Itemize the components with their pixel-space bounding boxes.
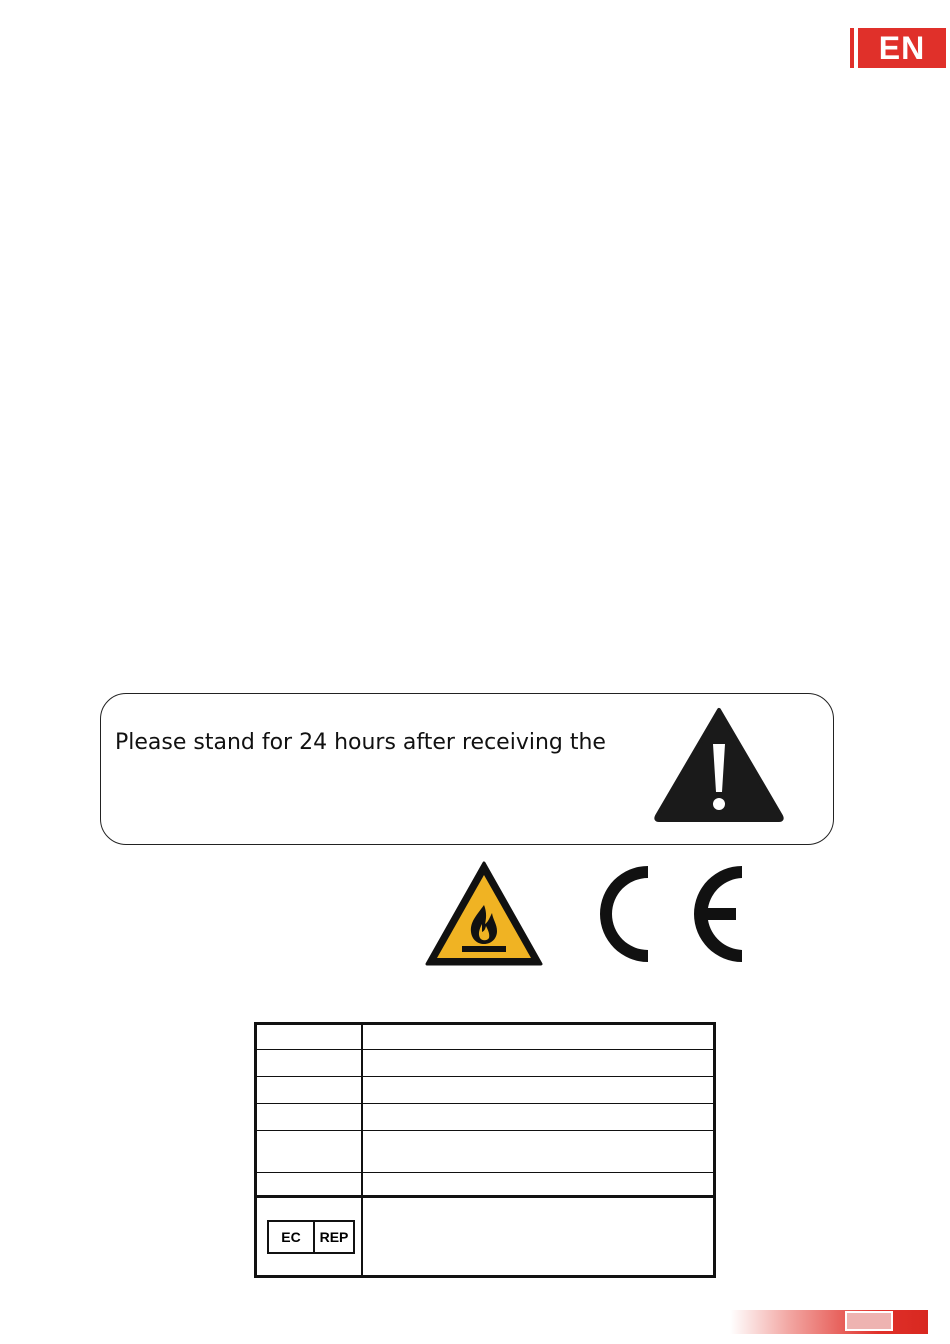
exclamation-warning-triangle-icon [653, 704, 785, 822]
ec-rep-value-cell [362, 1197, 715, 1277]
notice-text: Please stand for 24 hours after receiving the [115, 730, 606, 755]
table-value-cell [362, 1024, 715, 1050]
ce-mark-icon [590, 858, 746, 970]
table-key-cell [256, 1104, 363, 1131]
table-row [256, 1104, 715, 1131]
footer-gradient-bar [730, 1310, 928, 1334]
table-row [256, 1077, 715, 1104]
specification-table [254, 1022, 716, 1278]
table-row [256, 1050, 715, 1077]
table-key-cell [256, 1131, 363, 1173]
table-key-cell [256, 1050, 363, 1077]
table-value-cell [362, 1173, 715, 1197]
ec-label: EC [269, 1222, 315, 1252]
rep-label: REP [319, 1228, 349, 1245]
table-row [256, 1173, 715, 1197]
ec-rep-cell [256, 1197, 363, 1277]
table-row [256, 1024, 715, 1050]
language-label: EN [858, 28, 946, 68]
table-value-cell [362, 1104, 715, 1131]
table-value-cell [362, 1077, 715, 1104]
table-key-cell [256, 1024, 363, 1050]
table-row-ec-rep [256, 1197, 715, 1277]
language-tab [850, 28, 946, 68]
table-value-cell [362, 1131, 715, 1173]
table-key-cell [256, 1173, 363, 1197]
table-key-cell [256, 1077, 363, 1104]
warning-notice-box [100, 693, 834, 845]
table-row [256, 1131, 715, 1173]
flammable-warning-icon [424, 860, 544, 968]
tab-accent-bar [850, 28, 854, 68]
table-value-cell [362, 1050, 715, 1077]
page-number-box [845, 1311, 893, 1331]
ec-rep-icon [267, 1220, 355, 1254]
